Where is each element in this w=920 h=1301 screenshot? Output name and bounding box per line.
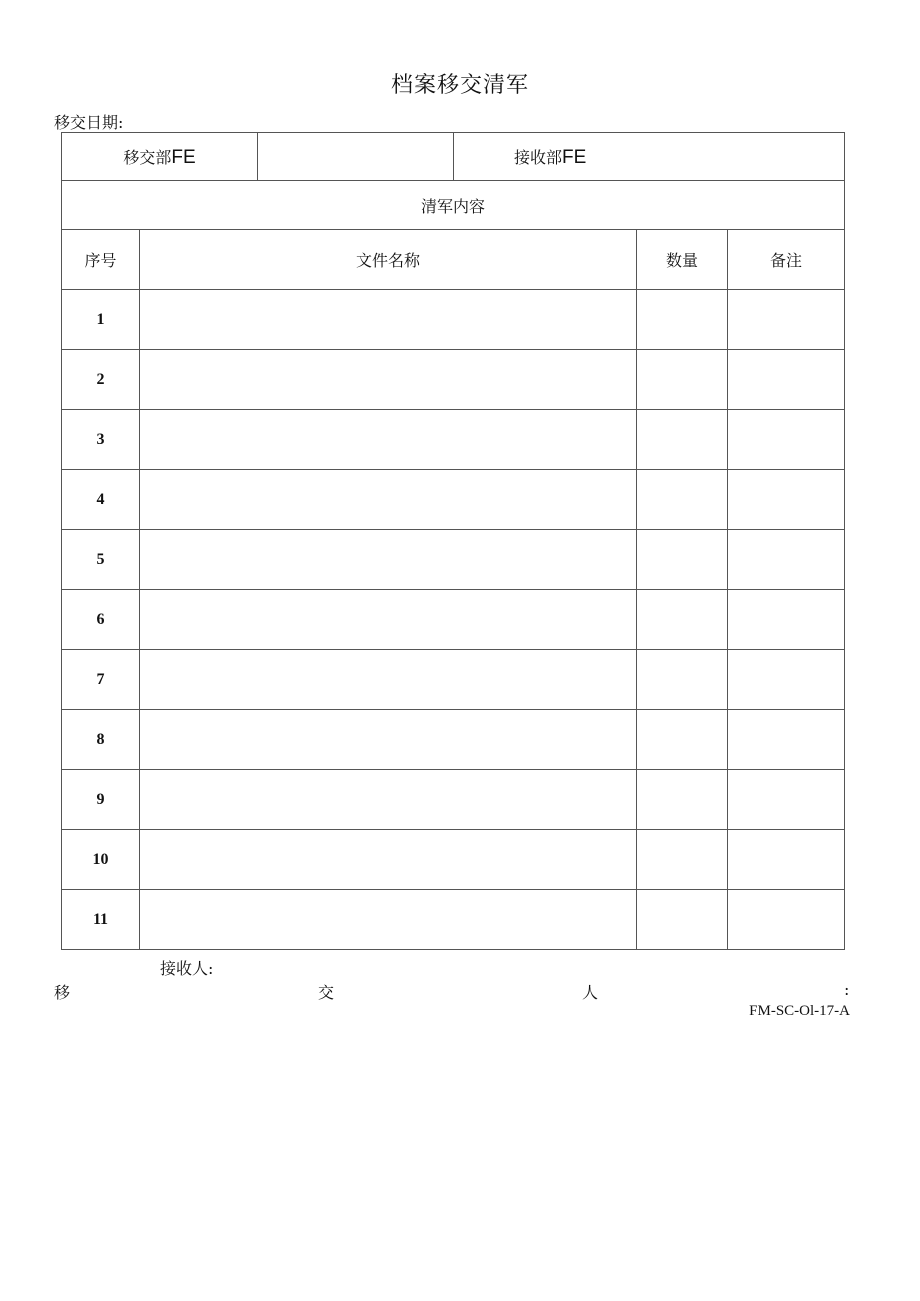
section-title: 清军内容 [62, 181, 845, 230]
table-row [62, 590, 845, 650]
row-quantity[interactable] [637, 830, 728, 890]
receiver-signature-label: 接收人: [160, 959, 214, 978]
table-header-row [62, 230, 845, 290]
header-seq: 序号 [62, 230, 140, 290]
department-row [62, 133, 845, 181]
transferor-char-2: 交 [318, 983, 335, 1002]
header-quantity: 数量 [637, 230, 728, 290]
document-title: 档案移交清军 [390, 73, 529, 98]
table-row [62, 650, 845, 710]
row-quantity[interactable] [637, 470, 728, 530]
row-file-name[interactable] [140, 290, 637, 350]
table-row [62, 350, 845, 410]
row-seq: 8 [62, 710, 140, 770]
row-seq: 3 [62, 410, 140, 470]
header-file-name: 文件名称 [140, 230, 637, 290]
transferor-char-4: : [844, 980, 850, 999]
row-remarks[interactable] [728, 770, 845, 830]
transfer-list-table [61, 132, 845, 950]
row-quantity[interactable] [637, 290, 728, 350]
row-seq: 9 [62, 770, 140, 830]
row-remarks[interactable] [728, 350, 845, 410]
row-seq: 7 [62, 650, 140, 710]
table-row [62, 290, 845, 350]
row-quantity[interactable] [637, 770, 728, 830]
receive-dept-label: 接收部FE [454, 133, 845, 181]
row-quantity[interactable] [637, 350, 728, 410]
table-row [62, 710, 845, 770]
row-file-name[interactable] [140, 350, 637, 410]
row-remarks[interactable] [728, 470, 845, 530]
row-remarks[interactable] [728, 530, 845, 590]
row-file-name[interactable] [140, 830, 637, 890]
transferor-char-3: 人 [582, 983, 599, 1002]
row-seq: 11 [62, 890, 140, 950]
row-file-name[interactable] [140, 650, 637, 710]
row-quantity[interactable] [637, 890, 728, 950]
table-row [62, 890, 845, 950]
form-code: FM-SC-Ol-17-A [749, 1003, 850, 1019]
header-remarks: 备注 [728, 230, 845, 290]
row-remarks[interactable] [728, 290, 845, 350]
row-remarks[interactable] [728, 830, 845, 890]
row-remarks[interactable] [728, 410, 845, 470]
row-quantity[interactable] [637, 650, 728, 710]
section-title-row [62, 181, 845, 230]
row-quantity[interactable] [637, 710, 728, 770]
row-file-name[interactable] [140, 470, 637, 530]
row-file-name[interactable] [140, 530, 637, 590]
row-file-name[interactable] [140, 710, 637, 770]
row-seq: 6 [62, 590, 140, 650]
table-row [62, 770, 845, 830]
row-file-name[interactable] [140, 410, 637, 470]
row-remarks[interactable] [728, 710, 845, 770]
transfer-dept-label: 移交部FE [62, 133, 258, 181]
row-seq: 10 [62, 830, 140, 890]
row-quantity[interactable] [637, 410, 728, 470]
table-row [62, 830, 845, 890]
transfer-dept-value[interactable] [258, 133, 454, 181]
table-row [62, 470, 845, 530]
row-remarks[interactable] [728, 890, 845, 950]
row-seq: 2 [62, 350, 140, 410]
row-seq: 4 [62, 470, 140, 530]
row-seq: 1 [62, 290, 140, 350]
row-file-name[interactable] [140, 590, 637, 650]
row-quantity[interactable] [637, 590, 728, 650]
row-seq: 5 [62, 530, 140, 590]
transfer-date-label: 移交日期: [54, 113, 124, 132]
row-quantity[interactable] [637, 530, 728, 590]
row-file-name[interactable] [140, 770, 637, 830]
table-row [62, 530, 845, 590]
table-row [62, 410, 845, 470]
row-file-name[interactable] [140, 890, 637, 950]
transferor-char-1: 移 [54, 983, 71, 1002]
row-remarks[interactable] [728, 650, 845, 710]
row-remarks[interactable] [728, 590, 845, 650]
